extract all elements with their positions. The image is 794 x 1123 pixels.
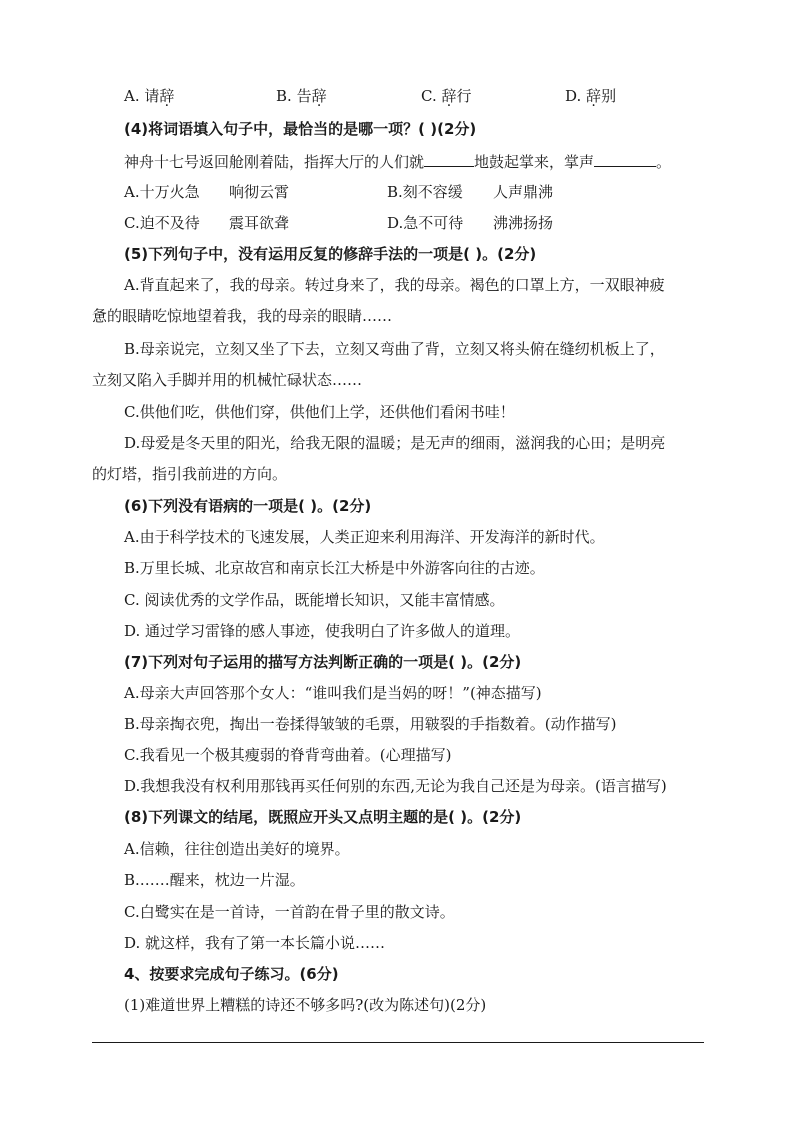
q4-option-b-pair: 人声鼎沸 [493,183,554,201]
option-char-dotted: 辞 [586,87,602,105]
q4-option-c-pair: 震耳欲聋 [229,214,290,232]
q6-option-b: B.万里长城、北京故宫和南京长江大桥是中外游客向往的古迹。 [124,559,545,577]
q4-option-a-pair: 响彻云霄 [229,183,290,201]
section-4-title: 4、按要求完成句子练习。(6分) [124,965,339,983]
q4-option-d: D.急不可待 [387,214,464,232]
sentence-text: 。 [656,153,672,171]
q7-option-b: B.母亲掏衣兜，掏出一卷揉得皱皱的毛票，用皲裂的手指数着。(动作描写) [124,715,617,733]
q6-option-c: C. 阅读优秀的文学作品，既能增长知识，又能丰富情感。 [124,591,505,609]
q5-option-b-line1: B.母亲说完，立刻又坐了下去，立刻又弯曲了背，立刻又将头俯在缝纫机板上了， [124,340,665,358]
q4-title: (4)将词语填入句子中，最恰当的是哪一项？( )(2分) [124,120,477,138]
q6-option-a: A.由于科学技术的飞速发展，人类正迎来利用海洋、开发海洋的新时代。 [124,528,605,546]
option-prefix: D. [565,87,582,105]
q5-option-d-line2: 的灯塔，指引我前进的方向。 [92,465,288,483]
q5-option-d-line1: D.母爱是冬天里的阳光，给我无限的温暖；是无声的细雨，滋润我的心田；是明亮 [124,434,666,452]
option-char-dotted: 辞 [441,87,457,105]
q4-option-c: C.迫不及待 [124,214,200,232]
q4-option-d-pair: 沸沸扬扬 [493,214,554,232]
q4-option-b: B.刻不容缓 [387,183,463,201]
footer-rule [92,1042,704,1043]
q6-title: (6)下列没有语病的一项是( )。(2分) [124,497,372,515]
answer-blank[interactable] [594,152,656,167]
q5-option-c: C.供他们吃，供他们穿，供他们上学，还供他们看闲书哇！ [124,403,515,421]
q3-option-b [276,85,327,107]
option-char: 行 [456,87,472,105]
q7-option-d: D.我想我没有权利用那钱再买任何别的东西,无论为我自己还是为母亲。(语言描写) [124,777,667,795]
q8-option-d: D. 就这样，我有了第一本长篇小说…… [124,934,386,952]
q6-option-d: D. 通过学习雷锋的感人事迹，使我明白了许多做人的道理。 [124,622,521,640]
sentence-text: 地鼓起掌来，掌声 [474,153,595,171]
q4-option-a [124,181,200,203]
q7-option-a: A.母亲大声回答那个女人：“谁叫我们是当妈的呀！”(神态描写) [124,684,542,702]
option-char-dotted: 辞 [311,87,327,105]
q3-option-c [421,85,472,107]
option-prefix: A. [124,87,140,105]
option-label: A.十万火急 [124,183,200,201]
q8-option-a: A.信赖，往往创造出美好的境界。 [124,840,350,858]
q3-option-d [565,85,616,107]
q3-option-a [124,85,174,107]
option-char: 别 [601,87,617,105]
sentence-text: 神舟十七号返回舱刚着陆，指挥大厅的人们就 [124,153,425,171]
q4-sentence [124,151,671,173]
option-prefix: C. [421,87,437,105]
q8-option-c: C.白鹭实在是一首诗，一首韵在骨子里的散文诗。 [124,903,455,921]
option-char: 告 [296,87,312,105]
q8-title: (8)下列课文的结尾，既照应开头又点明主题的是( )。(2分) [124,808,522,826]
option-char-dotted: 辞 [159,87,175,105]
answer-blank[interactable] [424,152,474,167]
section-4-question-1: (1)难道世界上糟糕的诗还不够多吗?(改为陈述句)(2分) [124,996,487,1014]
option-prefix: B. [276,87,292,105]
option-char: 请 [144,87,160,105]
q5-option-b-line2: 立刻又陷入手脚并用的机械忙碌状态…… [92,371,363,389]
q5-option-a-line2: 惫的眼睛吃惊地望着我，我的母亲的眼睛…… [92,307,393,325]
q7-title: (7)下列对句子运用的描写方法判断正确的一项是( )。(2分) [124,653,522,671]
q7-option-c: C.我看见一个极其瘦弱的脊背弯曲着。(心理描写) [124,746,452,764]
q5-option-a-line1: A.背直起来了，我的母亲。转过身来了，我的母亲。褐色的口罩上方，一双眼神疲 [124,276,665,294]
q8-option-b: B.……醒来，枕边一片湿。 [124,871,305,889]
q5-title: (5)下列句子中，没有运用反复的修辞手法的一项是( )。(2分) [124,245,537,263]
